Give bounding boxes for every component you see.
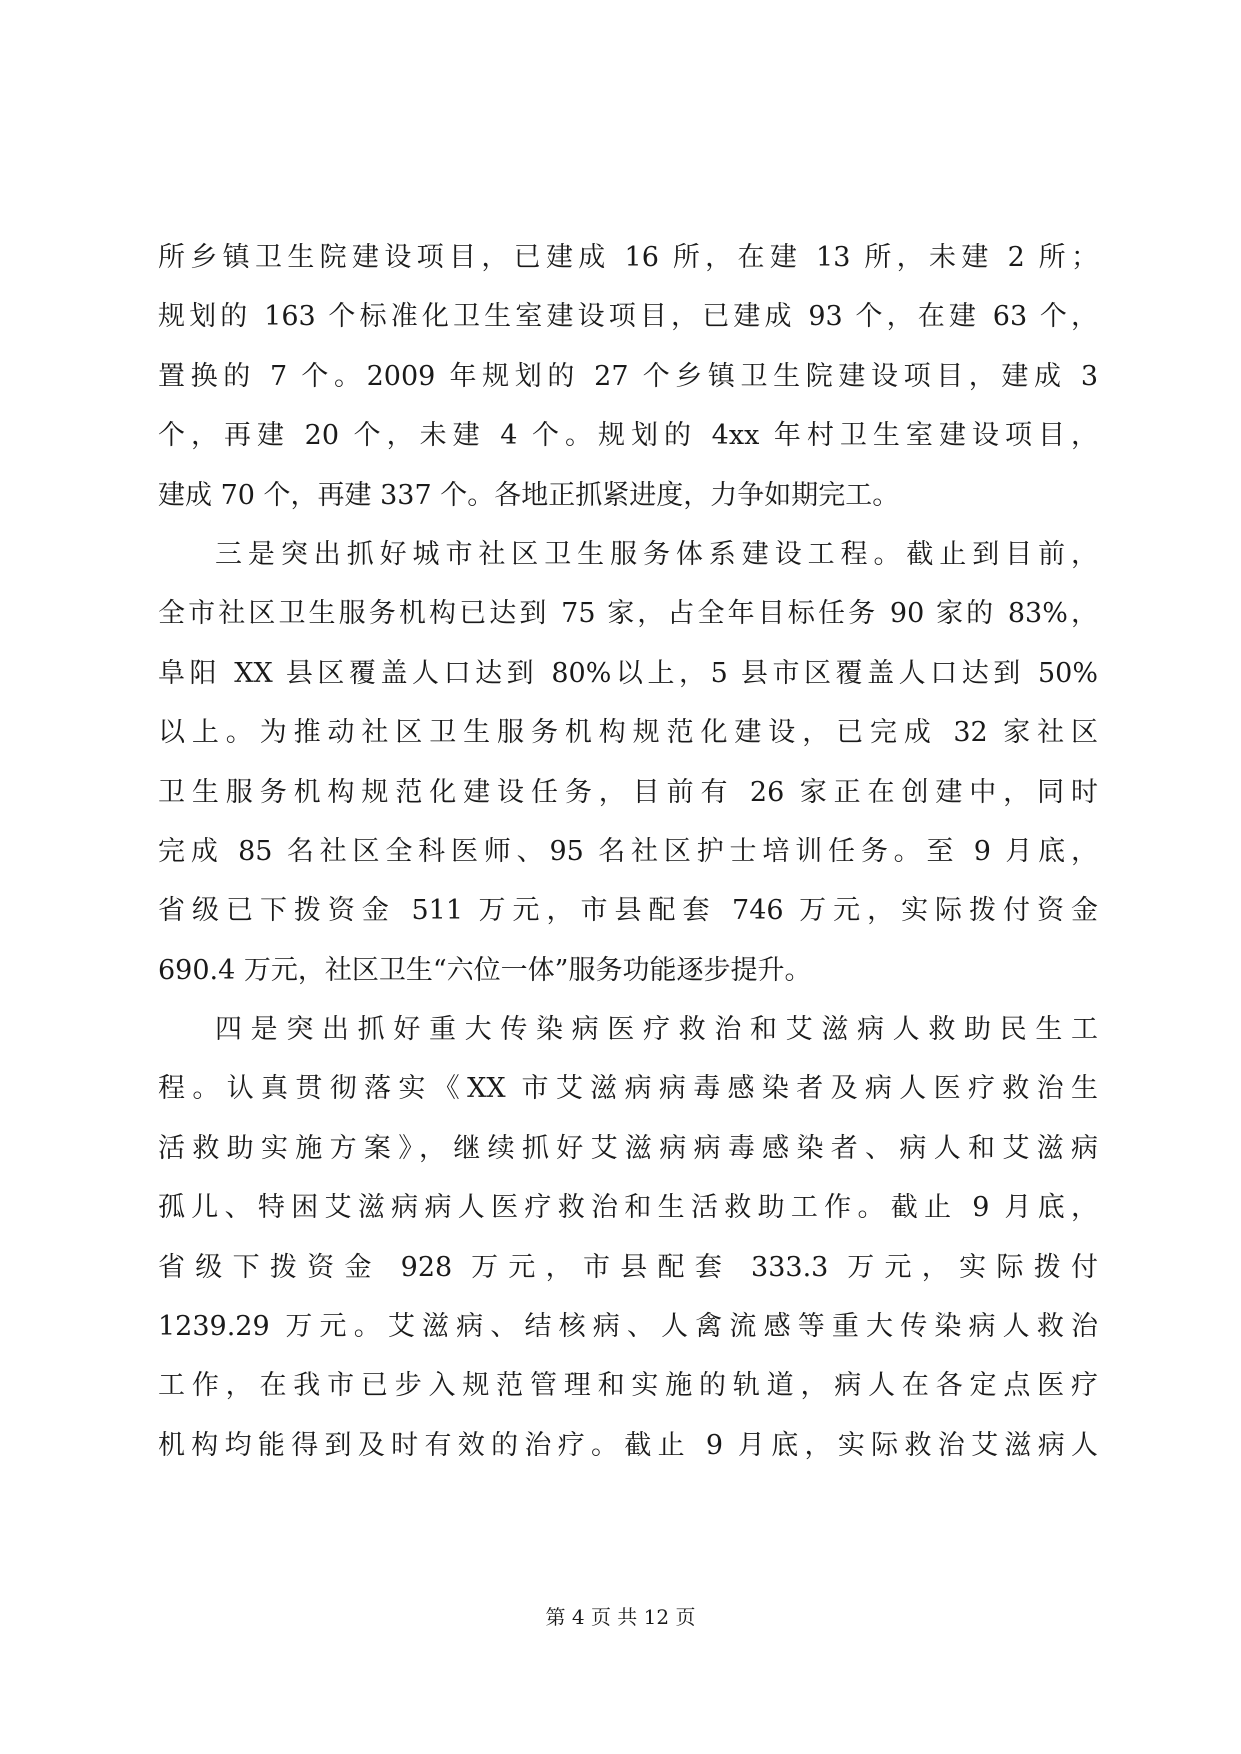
page-number-footer: 第 4 页 共 12 页 — [545, 1605, 696, 1629]
text-line: 规划的 163 个标准化卫生室建设项目，已建成 93 个，在建 63 个， — [158, 301, 1098, 333]
body-text — [158, 228, 1098, 1475]
text-line: 工作，在我市已步入规范管理和实施的轨道，病人在各定点医疗 — [158, 1370, 1098, 1402]
text-line: 完成 85 名社区全科医师、95 名社区护士培训任务。至 9 月底， — [158, 835, 1098, 867]
text-line: 所乡镇卫生院建设项目，已建成 16 所，在建 13 所，未建 2 所； — [158, 242, 1098, 273]
text-line: 程。认真贯彻落实《XX 市艾滋病病毒感染者及病人医疗救治生 — [158, 1073, 1098, 1105]
text-line: 卫生服务机构规范化建设任务，目前有 26 家正在创建中，同时 — [158, 776, 1098, 808]
text-line: 活救助实施方案》，继续抓好艾滋病病毒感染者、病人和艾滋病 — [158, 1132, 1098, 1164]
text-line: 阜阳 XX 县区覆盖人口达到 80%以上，5 县市区覆盖人口达到 50% — [158, 657, 1098, 689]
text-line: 1239.29 万元。艾滋病、结核病、人禽流感等重大传染病人救治 — [158, 1311, 1098, 1343]
text-line: 全市社区卫生服务机构已达到 75 家，占全年目标任务 90 家的 83%， — [158, 598, 1098, 630]
text-line: 690.4 万元，社区卫生“六位一体”服务功能逐步提升。 — [158, 954, 812, 986]
text-line: 孤儿、特困艾滋病病人医疗救治和生活救助工作。截止 9 月底， — [158, 1192, 1098, 1224]
text-line: 以上。为推动社区卫生服务机构规范化建设，已完成 32 家社区 — [158, 717, 1098, 749]
text-line: 个，再建 20 个，未建 4 个。规划的 4xx 年村卫生室建设项目， — [158, 420, 1098, 452]
text-line: 省级已下拨资金 511 万元，市县配套 746 万元，实际拨付资金 — [158, 895, 1098, 927]
text-line: 置换的 7 个。2009 年规划的 27 个乡镇卫生院建设项目，建成 3 — [158, 360, 1098, 392]
text-line: 省级下拨资金 928 万元，市县配套 333.3 万元，实际拨付 — [158, 1251, 1098, 1283]
text-line: 建成 70 个，再建 337 个。各地正抓紧进度，力争如期完工。 — [158, 479, 900, 511]
paragraph-first-line: 四是突出抓好重大传染病医疗救治和艾滋病人救助民生工 — [215, 1014, 1098, 1046]
paragraph-first-line: 三是突出抓好城市社区卫生服务体系建设工程。截止到目前， — [215, 538, 1098, 570]
text-line: 机构均能得到及时有效的治疗。截止 9 月底，实际救治艾滋病人 — [158, 1429, 1098, 1461]
